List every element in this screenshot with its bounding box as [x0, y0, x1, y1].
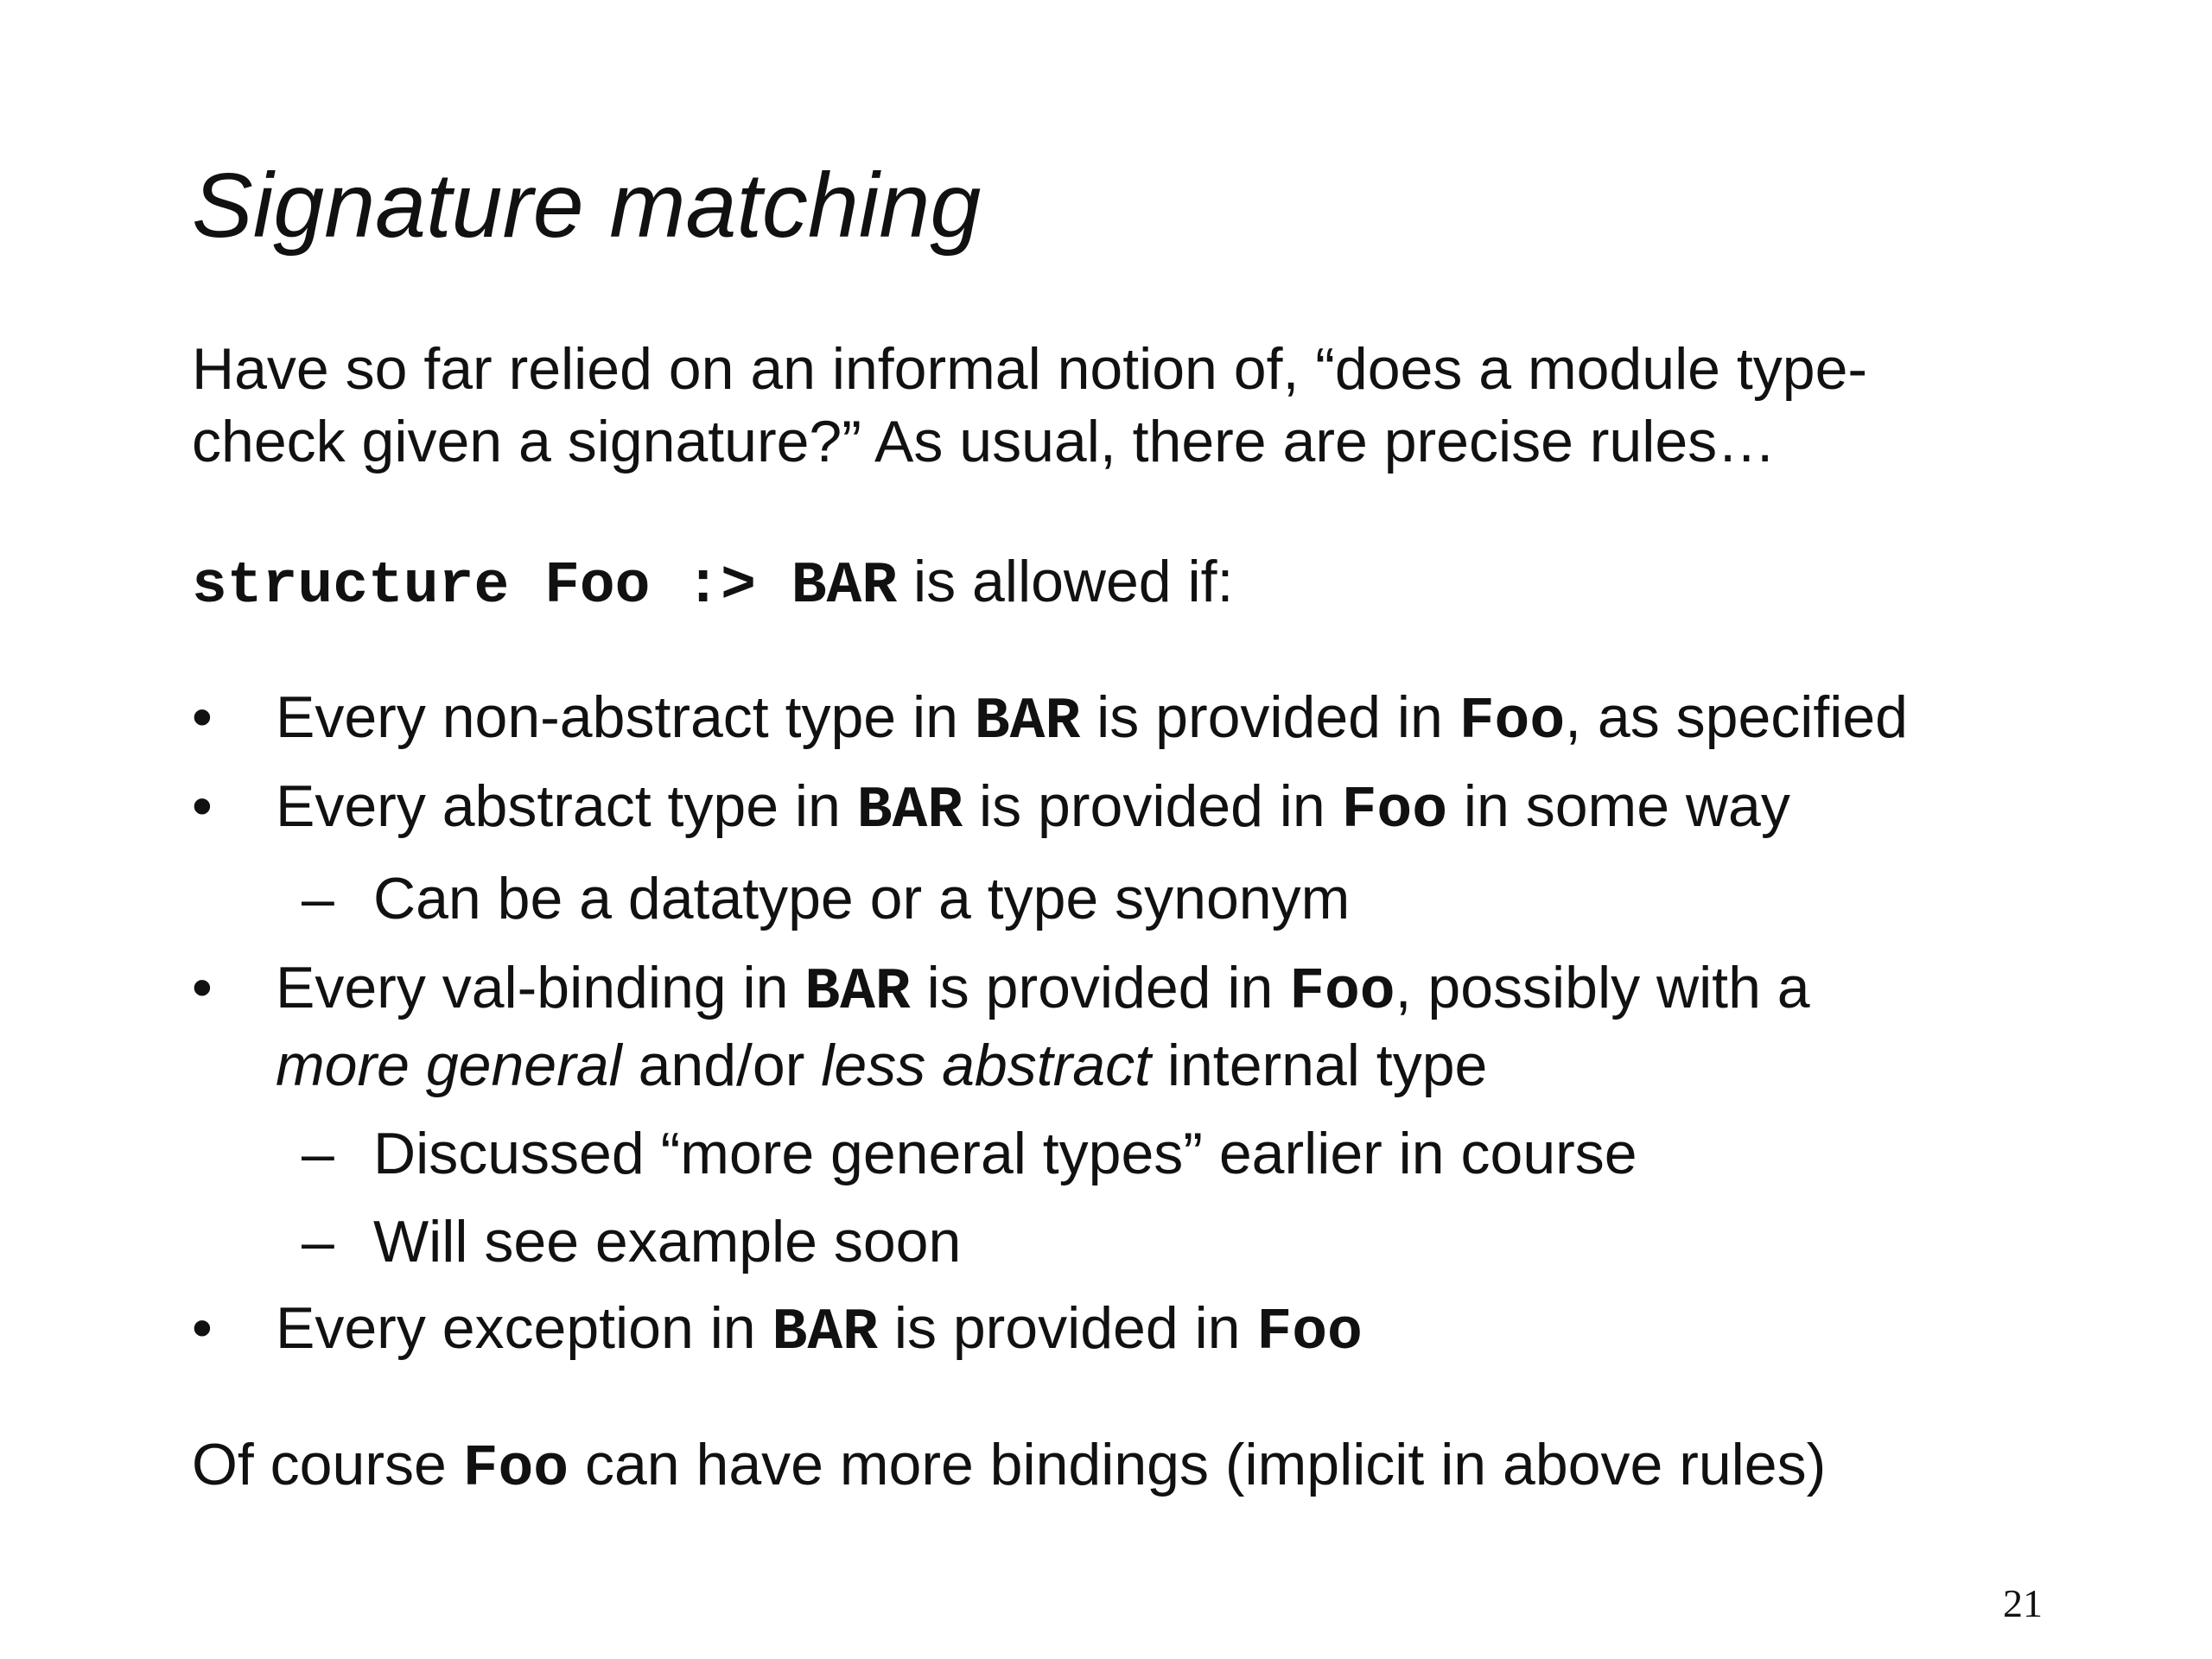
bullet-text	[276, 1294, 1363, 1369]
bullet-text-part: is provided in	[963, 773, 1342, 839]
structure-rest: is allowed if:	[897, 549, 1234, 614]
bullet-text-part: , as specified	[1565, 684, 1909, 750]
emphasis-text: more general	[276, 1033, 622, 1098]
structure-statement	[192, 547, 1233, 622]
bullet-text-part: Every non-abstract type in	[276, 684, 975, 750]
bullet-text-part: Every exception in	[276, 1295, 772, 1361]
code-term: Foo	[1459, 689, 1566, 755]
slide-title: Signature matching	[192, 155, 982, 257]
bullet-continuation	[276, 1031, 1487, 1102]
sub-bullet-text: Discussed “more general types” earlier in course	[373, 1121, 1637, 1186]
bullet-marker: •	[192, 684, 213, 750]
emphasis-text: less abstract	[821, 1033, 1151, 1098]
conclusion-text: can have more bindings (implicit in above rules)	[569, 1432, 1827, 1497]
bullet-marker: •	[192, 773, 213, 839]
sub-bullet-text: Can be a datatype or a type synonym	[373, 866, 1351, 931]
structure-code: structure Foo :> BAR	[192, 553, 898, 620]
code-term: BAR	[856, 778, 963, 844]
code-term: Foo	[1341, 778, 1448, 844]
code-term: Foo	[1289, 959, 1395, 1026]
code-term: BAR	[772, 1300, 878, 1366]
intro-line-1: Have so far relied on an informal notion of, “does a module type-	[192, 336, 1868, 402]
bullet-text-part: and/or	[621, 1033, 822, 1098]
conclusion-line	[192, 1430, 1826, 1505]
bullet-text-part: is provided in	[910, 955, 1290, 1020]
code-term: BAR	[804, 959, 911, 1026]
bullet-marker: •	[192, 1295, 213, 1361]
bullet-marker: •	[192, 955, 213, 1020]
dash-marker: –	[302, 1209, 334, 1274]
code-term: Foo	[462, 1436, 569, 1503]
conclusion-text: Of course	[192, 1432, 463, 1497]
bullet-text-part: is provided in	[1080, 684, 1459, 750]
bullet-text-part: internal type	[1150, 1033, 1488, 1098]
dash-marker: –	[302, 1121, 334, 1186]
bullet-text-part: , possibly with a	[1395, 955, 1810, 1020]
bullet-text-part: Every abstract type in	[276, 773, 857, 839]
sub-bullet-text: Will see example soon	[373, 1209, 962, 1274]
bullet-text	[276, 772, 1790, 847]
bullet-text	[276, 953, 1810, 1028]
code-term: Foo	[1256, 1300, 1363, 1366]
intro-paragraph	[192, 333, 1867, 478]
code-term: BAR	[974, 689, 1081, 755]
page-number: 21	[2003, 1581, 2043, 1625]
bullet-text-part: is provided in	[877, 1295, 1257, 1361]
bullet-text-part: Every val-binding in	[276, 955, 805, 1020]
dash-marker: –	[302, 866, 334, 931]
bullet-text-part: in some way	[1447, 773, 1790, 839]
intro-line-2: check given a signature?” As usual, there are precise rules…	[192, 409, 1777, 474]
bullet-text	[276, 683, 1908, 758]
